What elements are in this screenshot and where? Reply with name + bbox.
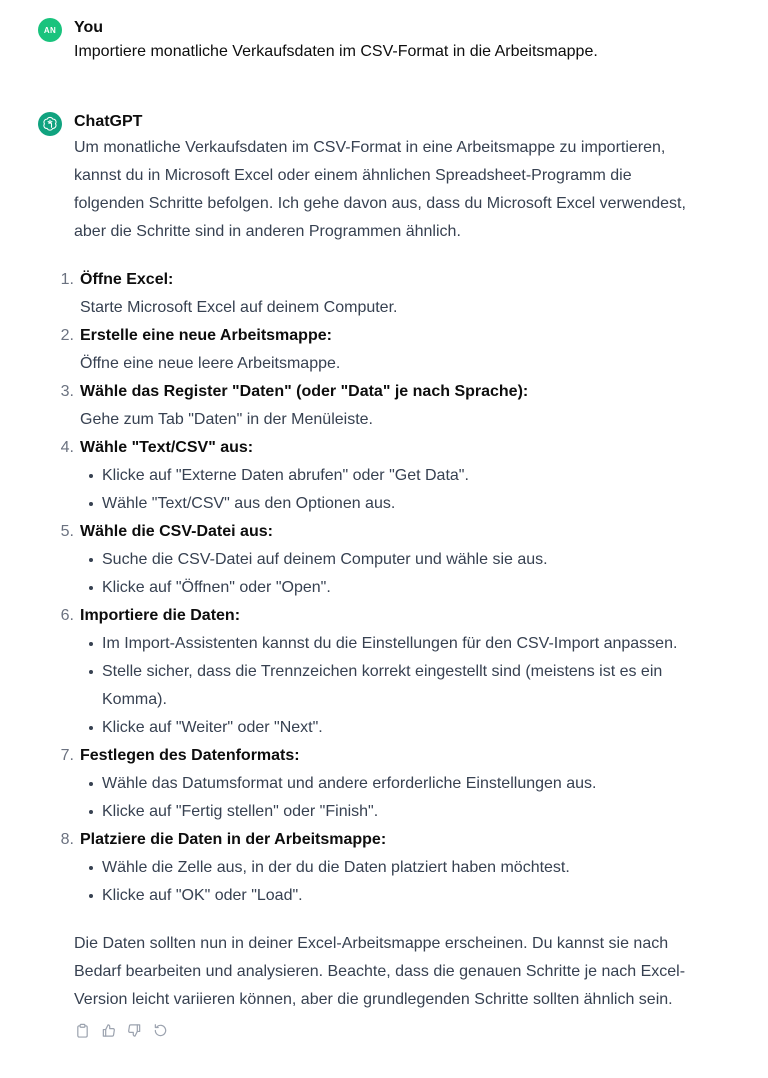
user-avatar: AN xyxy=(38,18,62,42)
step-description: Gehe zum Tab "Daten" in der Menüleiste. xyxy=(80,411,373,428)
assistant-closing: Die Daten sollten nun in deiner Excel-Arbeitsmappe erscheinen. Du kannst sie nach Bedarf bearbeiten und analysieren. Beachte, dass die genauen Schritte je nach Excel-Version leicht variieren können, aber die grundlegenden Schritte sollten ähnlich sein. xyxy=(74,935,686,1008)
step-number: 3. xyxy=(60,383,74,400)
step-title: Festlegen des Datenformats: xyxy=(80,747,300,764)
step-item xyxy=(60,434,698,518)
step-item xyxy=(60,266,698,322)
thumbs-down-icon[interactable] xyxy=(126,1022,142,1038)
step-item xyxy=(60,602,698,742)
step-description: Öffne eine neue leere Arbeitsmappe. xyxy=(80,355,341,372)
assistant-author-name: ChatGPT xyxy=(74,113,143,130)
step-number: 4. xyxy=(60,439,74,456)
step-item xyxy=(60,322,698,378)
sub-list-item: Klicke auf "Externe Daten abrufen" oder "Get Data". xyxy=(80,462,698,490)
step-description: Starte Microsoft Excel auf deinem Computer. xyxy=(80,299,398,316)
step-number: 6. xyxy=(60,607,74,624)
clipboard-icon[interactable] xyxy=(74,1022,90,1038)
sub-list-item: Klicke auf "Weiter" oder "Next". xyxy=(80,714,698,742)
sub-list-item: Wähle "Text/CSV" aus den Optionen aus. xyxy=(80,490,698,518)
assistant-message xyxy=(38,110,698,1038)
sub-list-item: Klicke auf "Öffnen" oder "Open". xyxy=(80,574,698,602)
assistant-intro: Um monatliche Verkaufsdaten im CSV-Format in eine Arbeitsmappe zu importieren, kannst du in Microsoft Excel oder einem ähnlichen Spreadsheet-Programm die folgenden Schritte befolgen. Ich gehe davon aus, dass du Microsoft Excel verwendest, aber die Schritte sind in anderen Programmen ähnlich. xyxy=(74,139,686,240)
sub-list-item: Stelle sicher, dass die Trennzeichen korrekt eingestellt sind (meistens ist es ein Komma). xyxy=(80,658,698,714)
sub-list xyxy=(80,462,698,518)
regenerate-icon[interactable] xyxy=(152,1022,168,1038)
step-item xyxy=(60,826,698,910)
chatgpt-logo-icon xyxy=(38,112,62,136)
sub-list-item: Klicke auf "Fertig stellen" oder "Finish". xyxy=(80,798,698,826)
step-title: Öffne Excel: xyxy=(80,271,174,288)
step-number: 5. xyxy=(60,523,74,540)
step-item xyxy=(60,378,698,434)
step-title: Platziere die Daten in der Arbeitsmappe: xyxy=(80,831,387,848)
user-author-name: You xyxy=(74,19,104,36)
user-message xyxy=(38,16,698,64)
step-title: Importiere die Daten: xyxy=(80,607,241,624)
sub-list-item: Wähle das Datumsformat und andere erforderliche Einstellungen aus. xyxy=(80,770,698,798)
sub-list-item: Im Import-Assistenten kannst du die Einstellungen für den CSV-Import anpassen. xyxy=(80,630,698,658)
step-title: Wähle "Text/CSV" aus: xyxy=(80,439,254,456)
step-number: 8. xyxy=(60,831,74,848)
sub-list-item: Wähle die Zelle aus, in der du die Daten platziert haben möchtest. xyxy=(80,854,698,882)
step-item xyxy=(60,742,698,826)
sub-list xyxy=(80,546,698,602)
step-title: Wähle das Register "Daten" (oder "Data" je nach Sprache): xyxy=(80,383,529,400)
sub-list xyxy=(80,854,698,910)
thumbs-up-icon[interactable] xyxy=(100,1022,116,1038)
step-number: 7. xyxy=(60,747,74,764)
step-number: 2. xyxy=(60,327,74,344)
step-item xyxy=(60,518,698,602)
sub-list xyxy=(80,630,698,742)
step-title: Erstelle eine neue Arbeitsmappe: xyxy=(80,327,332,344)
step-number: 1. xyxy=(60,271,74,288)
steps-list xyxy=(60,266,698,910)
sub-list xyxy=(80,770,698,826)
step-title: Wähle die CSV-Datei aus: xyxy=(80,523,273,540)
user-message-text: Importiere monatliche Verkaufsdaten im CSV-Format in die Arbeitsmappe. xyxy=(74,43,598,60)
message-actions xyxy=(74,1022,698,1038)
sub-list-item: Suche die CSV-Datei auf deinem Computer und wähle sie aus. xyxy=(80,546,698,574)
sub-list-item: Klicke auf "OK" oder "Load". xyxy=(80,882,698,910)
